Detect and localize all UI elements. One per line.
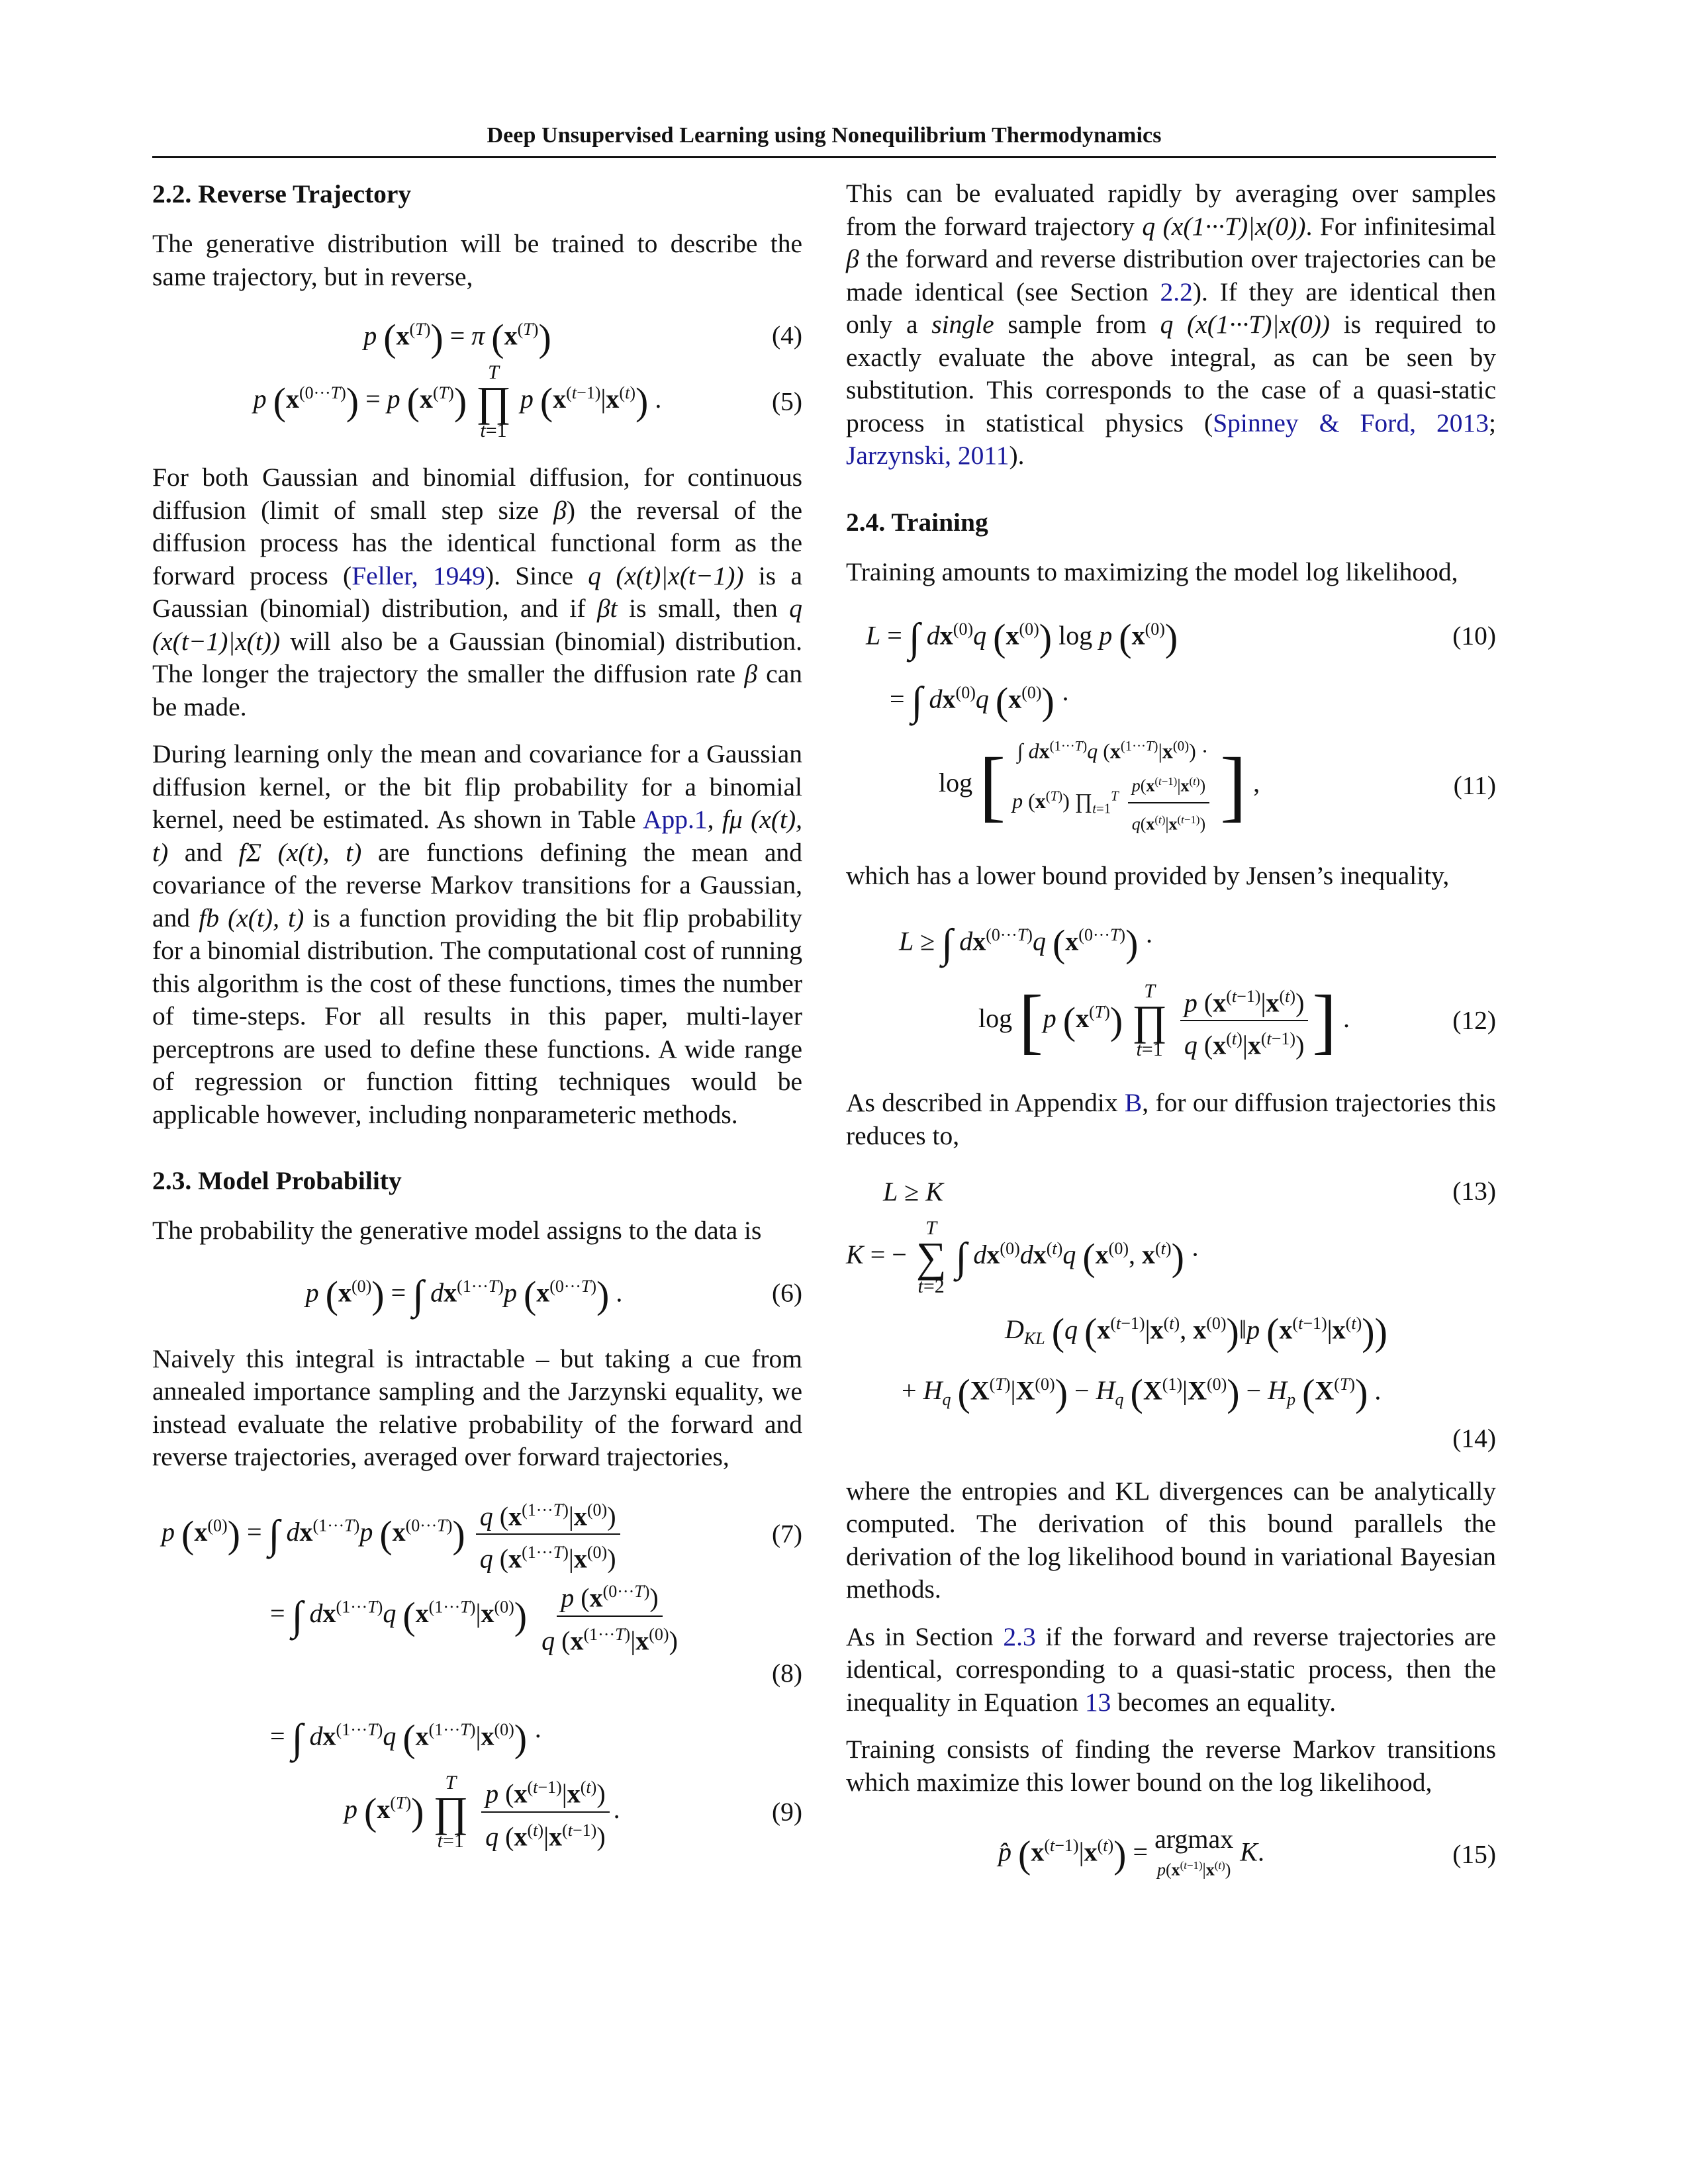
equations-7-9 [152, 1494, 802, 1856]
right-column [846, 177, 1496, 1914]
equation-15: p̂ $(x^{(t-1)}|x^{(t)})$ = argmax $p(x^{(t-1)}|x^{(t)})$ K. (15) [998, 1824, 1496, 1880]
section-2-4-paragraph-5: As in Section 2.3 if the forward and reverse trajectories are identical, corresponding to a quasi-static process, then the inequality in Equation 13 becomes an equality. [846, 1621, 1496, 1717]
equation-15-number: (15) [1452, 1839, 1496, 1869]
section-2-4-heading: 2.4. Training [846, 507, 988, 537]
right-paragraph-0: This can be evaluated rapidly by averaging over samples from the forward trajectory q (x(1···T)|x(0)). For infinitesimal β the forward and reverse distribution over trajectories can be made identical (see Section 2.2). If they are identical then only a single sample from q (x(1···T)|x(0)) is required to exactly evaluate the above integral, as can be seen by substitution. This corresponds to the case of a quasi-static process in statistical physics (Spinney & Ford, 2013; Jarzynski, 2011). [846, 179, 1497, 470]
section-2-4-paragraph-4: where the entropies and KL divergences can be analytically computed. The derivation of this bound parallels the derivation of the log likelihood bound in variational Bayesian methods. [846, 1476, 1496, 1604]
section-2-3-paragraph-1: The probability the generative model assigns to the data is [152, 1216, 762, 1245]
equation-14-line-1: K = − T ∑ t=2 ∫ $dx^{(0)}dx^{(t)}q$ ($x^{(0)}$, $x^{(t)}$) · [846, 1217, 1200, 1298]
section-2-4-paragraph-3: As described in Appendix B, for our diffusion trajectories this reduces to, [846, 1088, 1496, 1150]
equation-11-line-2: log [ ∫ $dx^{(1\cdot\cdot\cdot T)}q$ $(x^{(1\cdot\cdot\cdot T)}|x^{(0)})$ · p $(x^{(T)})$ $\prod_{t=1}^T$ $\frac{p(x^{(t-1)}|x^{(t)})}{q(x^{(t)}|x^{(t-1)})}$ ] , (11) [939, 739, 1496, 834]
equation-14-line-3: + $H_q$ $(X^{(T)}|X^{(0)}) - H_q$ $(X^{(1)}|X^{(0)}) - H_p$ $(X^{(T)})$ . [902, 1371, 1382, 1415]
section-reference-2-3[interactable]: 2.3 [1003, 1621, 1036, 1651]
equation-4-number: (4) [771, 320, 802, 350]
equation-11-number: (11) [1453, 770, 1496, 800]
equation-6: p $(x^{(0)})$ = ∫ $dx^{(1\cdot\cdot\cdot T)}p$ $(x^{(0\cdot\cdot\cdot T)})$ . (6) [305, 1273, 802, 1318]
equation-10-number: (10) [1452, 621, 1496, 651]
section-2-4-paragraph-1: Training amounts to maximizing the model log likelihood, [846, 557, 1458, 586]
equation-9-line-1: = ∫ $dx^{(1\cdot\cdot\cdot T)}q$ $(x^{(1\cdot\cdot\cdot T)}|x^{(0)})$ · [270, 1715, 543, 1761]
equation-10: L = ∫ $dx^{(0)}q$ $(x^{(0)})$ log p $(x^{(0)})$ (10) [866, 615, 1496, 661]
left-column [152, 177, 802, 1875]
equation-reference-13[interactable]: 13 [1084, 1687, 1111, 1717]
equation-8-number: (8) [771, 1658, 802, 1688]
header-rule [152, 156, 1496, 158]
equations-10-11 [846, 604, 1496, 840]
section-2-2-paragraph-3: During learning only the mean and covariance for a Gaussian diffusion kernel, or the bit flip probability for a binomial kernel, need be estimated. As shown in Table App.1, fμ (x(t), t) and fΣ (x(t), t) are functions defining the mean and covariance of the reverse Markov transitions for a Gaussian, and fb (x(t), t) is a function providing the bit flip probability for a binomial distribution. The computational cost of running this algorithm is the cost of these functions, times the number of time-steps. For all results in this paper, multi-layer perceptrons are used to define these functions. A wide range of regression or function fitting techniques would be applicable however, including nonparameteric methods. [152, 739, 802, 1129]
equation-13-number: (13) [1452, 1176, 1496, 1206]
equation-14-number: (14) [1452, 1424, 1496, 1453]
citation-spinney-ford[interactable]: Spinney & Ford, 2013 [1213, 408, 1489, 437]
citation-jarzynski[interactable]: Jarzynski, 2011 [846, 441, 1009, 470]
equations-4-5 [152, 309, 802, 441]
table-reference-app1[interactable]: App.1 [642, 805, 708, 834]
equation-13: L ≥ K (13) [846, 1168, 1496, 1214]
section-2-2-paragraph-1: The generative distribution will be trained to describe the same trajectory, but in reverse, [152, 229, 802, 291]
equation-4: p $(x^{(T)}) = \pi$ $(x^{(T)})$ (4) [363, 316, 802, 360]
equation-7-number: (7) [771, 1519, 802, 1549]
equation-14-line-2: $D_{KL}$ (q ($x^{(t-1)}|x^{(t)}$, $x^{(0)})‖p$ $(x^{(t-1)}|x^{(t)})$) [1005, 1310, 1387, 1354]
equation-12-line-2: log [p $(x^{(T)})$ T ∏ t=1 $\frac{p (x^{(t-1)}|x^{(t)})}{q (x^{(t)}|x^{(t-1)})}$ ] . (12) [978, 979, 1496, 1061]
section-reference-2-2[interactable]: 2.2 [1160, 277, 1193, 306]
section-2-4-paragraph-2: which has a lower bound provided by Jensen’s inequality, [846, 860, 1450, 890]
equations-13-14 [846, 1168, 1496, 1455]
equation-6-number: (6) [771, 1277, 802, 1307]
equation-9-number: (9) [771, 1797, 802, 1827]
section-2-2-heading: 2.2. Reverse Trajectory [152, 179, 412, 208]
equation-7: p $(x^{(0)})$ = ∫ $dx^{(1\cdot\cdot\cdot T)}p$ $(x^{(0\cdot\cdot\cdot T)})$ $\frac{q (x^{(1\cdot\cdot\cdot T)}|x^{(0)})}{q (x^{(1\cdot\cdot\cdot T)}|x^{(0)})}$ (7) [152, 1494, 802, 1576]
running-title: Deep Unsupervised Learning using Nonequilibrium Thermodynamics [487, 123, 1162, 148]
equation-9-line-2: p $(x^{(T)})$ T ∏ t=1 $\frac{p (x^{(t-1)}|x^{(t)})}{q (x^{(t)}|x^{(t-1)})}$ . (9) [344, 1772, 802, 1852]
citation-feller[interactable]: Feller, 1949 [352, 561, 485, 590]
equation-12-block [846, 908, 1496, 1067]
equation-5-number: (5) [771, 387, 802, 416]
section-2-2-paragraph-2: For both Gaussian and binomial diffusion, for continuous diffusion (limit of small step size β) the reversal of the diffusion process has the identical functional form as the forward process (Feller, 1949). Since q (x(t)|x(t−1)) is a Gaussian (binomial) distribution, and if βt is small, then q (x(t−1)|x(t)) will also be a Gaussian (binomial) distribution. The longer the trajectory the smaller the diffusion rate β can be made. [152, 463, 802, 721]
section-2-3-paragraph-2: Naively this integral is intractable – but taking a cue from annealed importance sampling and the Jarzynski equality, we instead evaluate the relative probability of the forward and reverse trajectories, averaged over forward trajectories, [152, 1343, 802, 1471]
appendix-reference-b[interactable]: B [1124, 1088, 1143, 1118]
equation-11-line-1: = ∫ $dx^{(0)}q$ $(x^{(0)})$ · [890, 679, 1070, 725]
section-2-4-paragraph-6: Training consists of finding the reverse Markov transitions which maximize this lower bound on the log likelihood, [846, 1735, 1496, 1797]
equation-15-block [846, 1815, 1496, 1894]
equation-12-number: (12) [1452, 1005, 1496, 1035]
equation-6-block [152, 1263, 802, 1323]
section-2-3-heading: 2.3. Model Probability [152, 1166, 402, 1195]
equation-5: p $(x^{(0\cdot\cdot\cdot T)}) = p$ $(x^{(T)})$ T ∏ t=1 p $(x^{(t-1)}|x^{(t)})$ . (5) [253, 361, 802, 441]
equation-12-line-1: L ≥ ∫ $dx^{(0\cdot\cdot\cdot T)}q$ $(x^{(0\cdot\cdot\cdot T)})$ · [899, 921, 1154, 967]
equation-8: = ∫ $dx^{(1\cdot\cdot\cdot T)}q$ $(x^{(1\cdot\cdot\cdot T)}|x^{(0)})$ $\frac{p (x^{(0\cdot\cdot\cdot T)})}{q (x^{(1\cdot\cdot\cdot T)}|x^{(0)})}$ [152, 1575, 802, 1657]
